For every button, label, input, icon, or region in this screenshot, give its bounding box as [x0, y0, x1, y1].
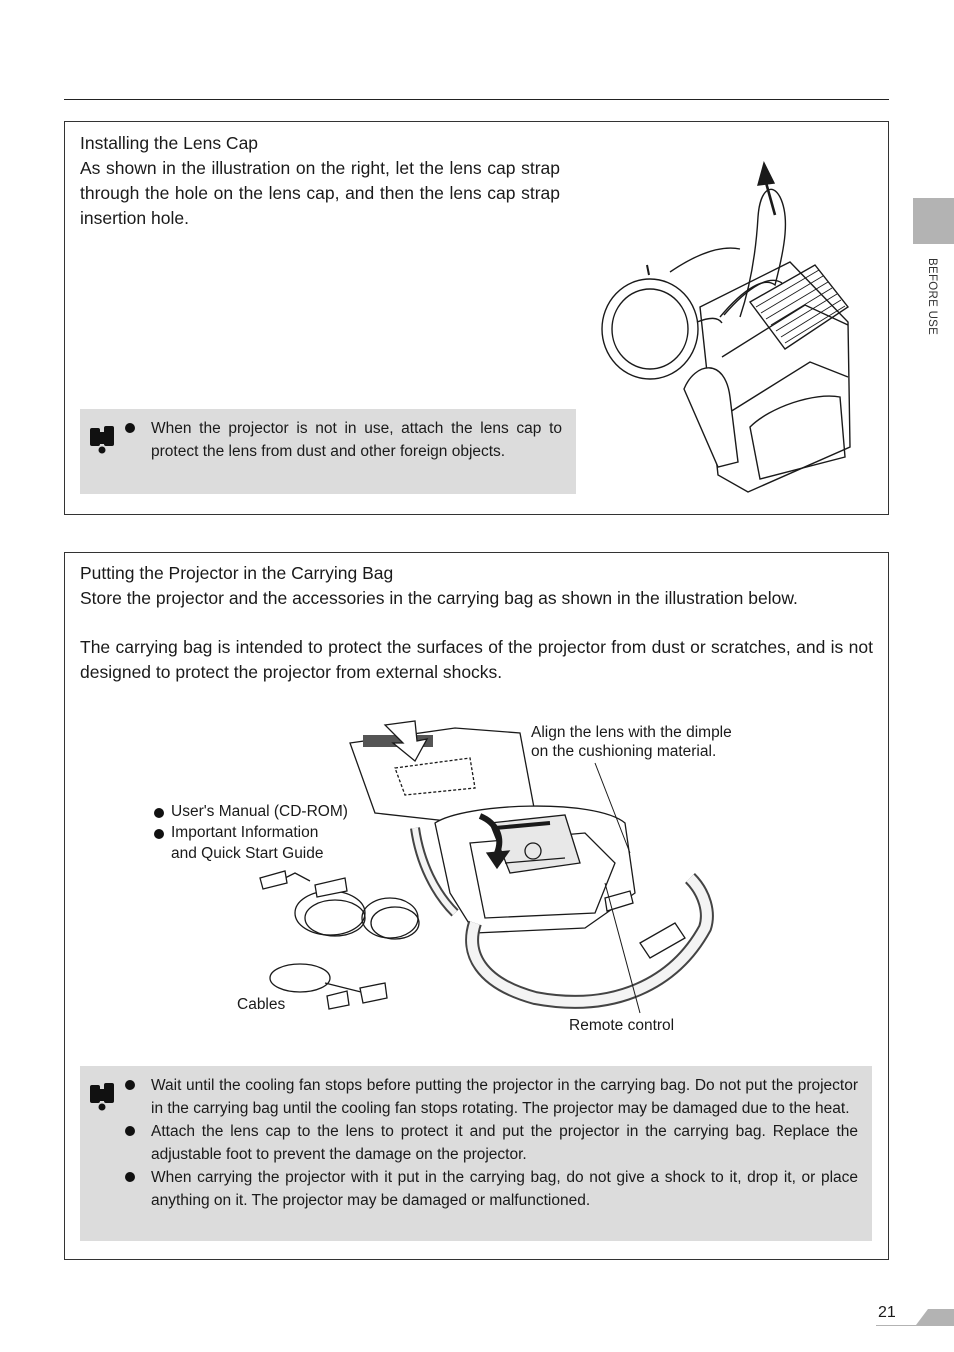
section-tab-label: BEFORE USE — [926, 258, 938, 336]
lens-cap-body: As shown in the illustration on the right, let the lens cap strap through the hole on the lens cap, and then the lens cap strap insertion hole. — [80, 158, 560, 228]
bullet-dot — [125, 1172, 135, 1182]
carrying-bag-caution-note — [80, 1066, 872, 1241]
section-tab-marker — [913, 198, 954, 244]
align-lens-callout-line1: Align the lens with the dimple — [531, 724, 732, 741]
important-info-callout: Important Information — [171, 823, 318, 844]
note-item: When the projector is not in use, attach the lens cap to protect the lens from dust and other foreign objects. — [125, 417, 562, 463]
carrying-bag-heading: Putting the Projector in the Carrying Bag — [80, 563, 394, 583]
carrying-bag-note-list — [125, 1074, 858, 1212]
cables-callout: Cables — [237, 996, 286, 1013]
note-item: Attach the lens cap to the lens to protect it and put the projector in the carrying bag. Replace the adjustable foot to prevent the damage on the projector. — [125, 1120, 858, 1166]
bullet-dot — [125, 1126, 135, 1136]
lens-cap-caution-note — [80, 409, 576, 494]
carrying-bag-panel — [64, 552, 889, 1260]
carrying-bag-body-2: The carrying bag is intended to protect the surfaces of the projector from dust or scratches, and is not designed to protect the projector from external shocks. — [80, 637, 873, 682]
bullet-dot — [125, 423, 135, 433]
important-info-callout-line2: and Quick Start Guide — [171, 845, 324, 862]
lens-cap-heading: Installing the Lens Cap — [80, 133, 259, 153]
carrying-bag-illustration — [235, 713, 735, 1043]
page-number: 21 — [878, 1304, 896, 1321]
bullet-dot — [154, 808, 164, 818]
bullet-dot — [125, 1080, 135, 1090]
lens-cap-panel — [64, 121, 889, 515]
note-item: Wait until the cooling fan stops before putting the projector in the carrying bag. Do not put the projector in the carrying bag until the cooling fan stops rotating. The projector may be damaged due to the heat. — [125, 1074, 858, 1120]
lens-cap-note-list — [125, 417, 562, 463]
lens-cap-illustration — [600, 157, 885, 497]
caution-icon — [88, 424, 116, 454]
manual-callout: User's Manual (CD-ROM) — [171, 802, 348, 823]
bullet-dot — [154, 829, 164, 839]
caution-icon — [88, 1081, 116, 1111]
note-item: When carrying the projector with it put in the carrying bag, do not give a shock to it, drop it, or place anything on it. The projector may be damaged or malfunctioned. — [125, 1166, 858, 1212]
top-rule — [64, 99, 889, 100]
align-lens-callout-line2: on the cushioning material. — [531, 743, 717, 760]
carrying-bag-body-1: Store the projector and the accessories in the carrying bag as shown in the illustration below. — [80, 588, 798, 608]
remote-control-callout: Remote control — [569, 1017, 675, 1034]
